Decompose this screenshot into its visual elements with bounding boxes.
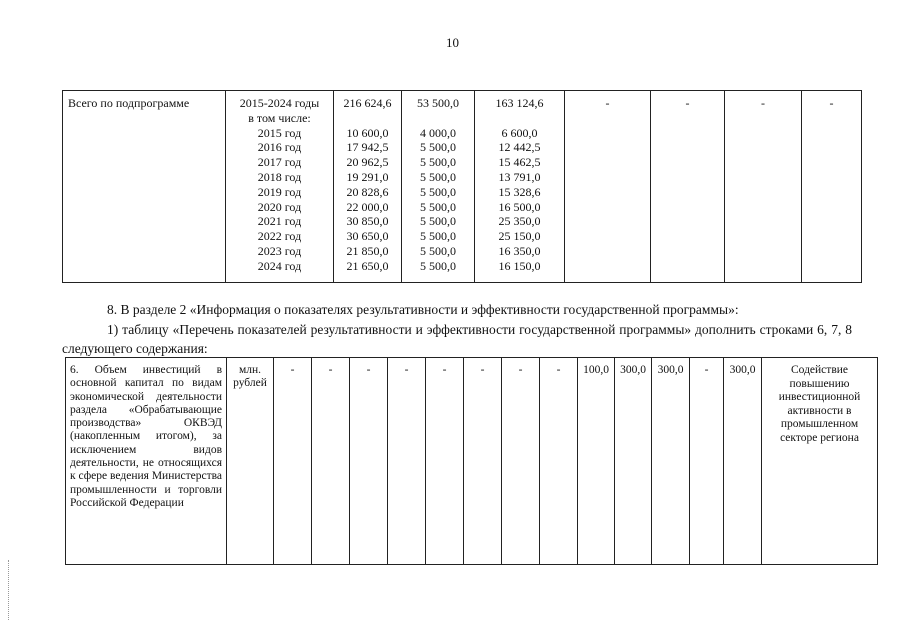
regional-value: 15 328,6 bbox=[498, 184, 541, 199]
value-cell: - bbox=[502, 358, 540, 565]
value-cell: - bbox=[690, 358, 724, 565]
table-row bbox=[66, 358, 878, 565]
period-line: 2017 год bbox=[257, 155, 302, 170]
federal-value: 5 500,0 bbox=[420, 199, 456, 214]
total-value: 19 291,0 bbox=[346, 169, 389, 184]
page-number: 10 bbox=[446, 35, 459, 50]
total-value: 20 828,6 bbox=[346, 184, 389, 199]
period-line: 2021 год bbox=[257, 214, 302, 229]
regional-value: 12 442,5 bbox=[498, 140, 541, 155]
regional-value: 6 600,0 bbox=[501, 125, 538, 140]
dash-cell: - bbox=[725, 91, 802, 283]
total-value: 21 850,0 bbox=[346, 243, 389, 258]
value-cell: 300,0 bbox=[652, 358, 690, 565]
period-line: 2016 год bbox=[257, 140, 302, 155]
regional-cell bbox=[475, 91, 565, 283]
regional-value: 163 124,6 bbox=[495, 96, 544, 110]
period-line: 2020 год bbox=[257, 199, 302, 214]
value-cell: 100,0 bbox=[578, 358, 615, 565]
value-cell: - bbox=[274, 358, 312, 565]
dash-cell: - bbox=[651, 91, 725, 283]
total-value: 30 650,0 bbox=[346, 229, 389, 244]
period-line: 2019 год bbox=[257, 184, 302, 199]
federal-value bbox=[404, 111, 472, 126]
total-value: 20 962,5 bbox=[346, 155, 389, 170]
federal-value: 5 500,0 bbox=[420, 184, 456, 199]
period-cell bbox=[226, 91, 334, 283]
period-line: 2024 год bbox=[257, 258, 302, 273]
row-label: Всего по подпрограмме bbox=[63, 91, 226, 283]
value-cell: - bbox=[426, 358, 464, 565]
margin-mark bbox=[8, 560, 11, 620]
federal-value: 5 500,0 bbox=[420, 229, 456, 244]
federal-value: 5 500,0 bbox=[420, 169, 456, 184]
federal-cell bbox=[402, 91, 475, 283]
regional-value: 25 150,0 bbox=[498, 229, 541, 244]
value-cell: - bbox=[388, 358, 426, 565]
total-value: 30 850,0 bbox=[346, 214, 389, 229]
federal-value: 4 000,0 bbox=[420, 125, 456, 140]
table-row bbox=[63, 91, 862, 283]
unit-cell: млн. рублей bbox=[227, 358, 274, 565]
section-paragraph: 8. В разделе 2 «Информация о показателях результативности и эффективности государственной программы»: bbox=[107, 302, 739, 317]
regional-value: 13 791,0 bbox=[498, 169, 541, 184]
dash-cell: - bbox=[565, 91, 651, 283]
total-value bbox=[336, 111, 399, 126]
period-line: 2015 год bbox=[257, 125, 302, 140]
federal-value: 5 500,0 bbox=[420, 214, 456, 229]
federal-value: 5 500,0 bbox=[420, 140, 456, 155]
total-value: 21 650,0 bbox=[346, 258, 389, 273]
federal-value: 53 500,0 bbox=[417, 96, 459, 110]
value-cell: - bbox=[312, 358, 350, 565]
goal-cell: Содействие повышению инвестиционной активности в промышленном секторе региона bbox=[762, 358, 878, 565]
period-line: в том числе: bbox=[248, 110, 311, 125]
regional-value: 16 150,0 bbox=[498, 258, 541, 273]
period-line: 2018 год bbox=[257, 169, 302, 184]
total-value: 216 624,6 bbox=[343, 96, 392, 110]
value-cell: - bbox=[540, 358, 578, 565]
total-value: 17 942,5 bbox=[346, 140, 389, 155]
regional-value: 16 350,0 bbox=[498, 243, 541, 258]
period-line: 2015-2024 годы bbox=[239, 96, 320, 110]
indicator-name: 6. Объем инвестиций в основной капитал по видам экономической деятельности раздела «Обрабатывающие производства» ОКВЭД (накопленным итогом), за исключением видов деятельности, не относящихся к сфере ведения Министерства промышленности и торговли Российской Федерации bbox=[66, 358, 227, 565]
period-line: 2023 год bbox=[257, 243, 302, 258]
total-value: 10 600,0 bbox=[346, 125, 389, 140]
regional-value bbox=[477, 111, 562, 126]
value-cell: - bbox=[464, 358, 502, 565]
value-cell: 300,0 bbox=[615, 358, 652, 565]
federal-value: 5 500,0 bbox=[420, 155, 456, 170]
instruction-paragraph: 1) таблицу «Перечень показателей результативности и эффективности государственной программы» дополнить строками 6, 7, 8 следующего содержания: bbox=[62, 322, 852, 356]
funding-table bbox=[62, 90, 862, 283]
value-cell: 300,0 bbox=[724, 358, 762, 565]
dash-cell: - bbox=[802, 91, 862, 283]
regional-value: 15 462,5 bbox=[498, 155, 541, 170]
total-cell bbox=[334, 91, 402, 283]
federal-value: 5 500,0 bbox=[420, 258, 456, 273]
total-value: 22 000,0 bbox=[346, 199, 389, 214]
value-cell: - bbox=[350, 358, 388, 565]
regional-value: 16 500,0 bbox=[498, 199, 541, 214]
regional-value: 25 350,0 bbox=[498, 214, 541, 229]
federal-value: 5 500,0 bbox=[420, 243, 456, 258]
period-line: 2022 год bbox=[257, 229, 302, 244]
indicators-table bbox=[65, 357, 878, 565]
